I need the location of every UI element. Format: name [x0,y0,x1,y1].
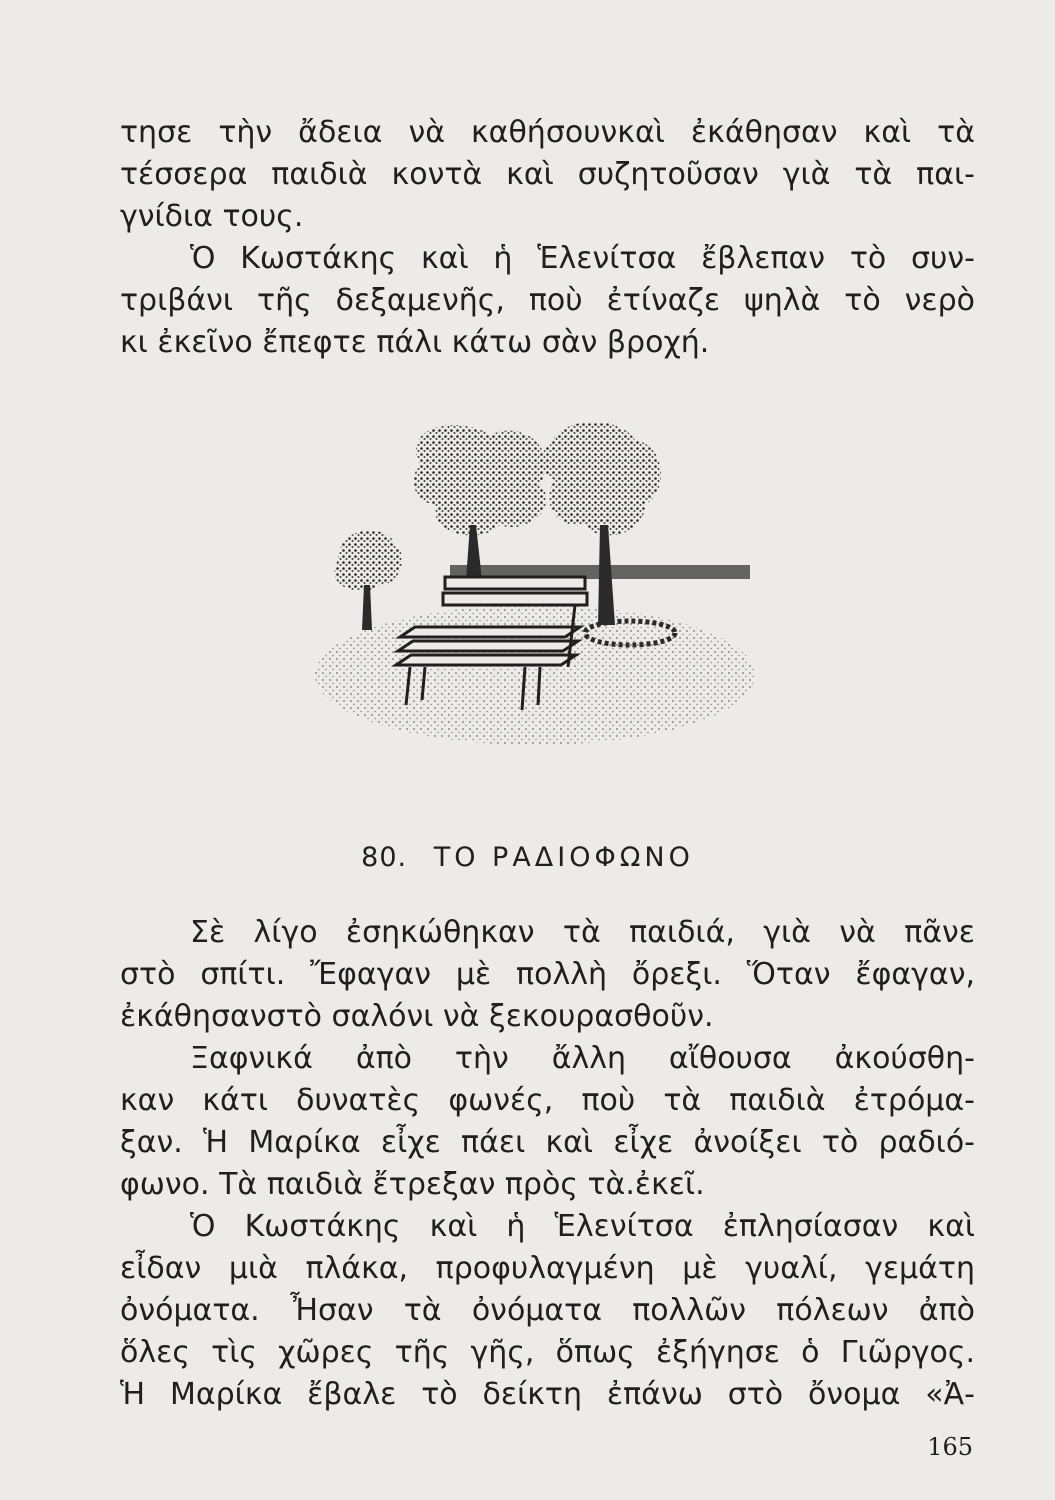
text-line: γνίδια τους. [120,199,304,234]
chapter-heading [0,842,1055,873]
text-line: Ξαφνικά ἀπὸ τὴν ἄλλη αἴθουσα ἀκούσθη- [190,1041,975,1076]
text-line: στὸ σπίτι. Ἔφαγαν μὲ πολλὴ ὄρεξι. Ὅταν ἔφαγαν, [120,957,975,992]
text-line: τησε τὴν ἄδεια νὰ καθήσουνκαὶ ἐκάθησαν καὶ τὰ [120,115,975,150]
text-line: ὅλες τὶς χῶρες τῆς γῆς, ὅπως ἐξήγησε ὁ Γιῶργος. [120,1335,975,1370]
text-line: κι ἐκεῖνο ἔπεφτε πάλι κάτω σὰν βροχή. [120,325,710,360]
text-line: φωνο. Τὰ παιδιὰ ἔτρεξαν πρὸς τὰ.ἐκεῖ. [120,1167,705,1202]
text-line: τέσσερα παιδιὰ κοντὰ καὶ συζητοῦσαν γιὰ τὰ παι- [120,157,975,192]
text-line: Ὁ Κωστάκης καὶ ἡ Ἑλενίτσα ἔβλεπαν τὸ συν- [190,241,975,276]
text-line: ξαν. Ἡ Μαρίκα εἶχε πάει καὶ εἶχε ἀνοίξει τὸ ραδιό- [120,1125,975,1160]
page-number: 165 [927,1433,973,1461]
text-line: Ἡ Μαρίκα ἔβαλε τὸ δείκτη ἐπάνω στὸ ὄνομα «Ἀ- [120,1377,975,1412]
text-line: ὀνόματα. Ἦσαν τὰ ὀνόματα πολλῶν πόλεων ἀπὸ [120,1293,975,1328]
text-line: εἶδαν μιὰ πλάκα, προφυλαγμένη μὲ γυαλί, γεμάτη [120,1251,975,1286]
chapter-number: 80. [361,842,408,873]
text-line: ἐκάθησανστὸ σαλόνι νὰ ξεκουρασθοῦν. [120,999,714,1034]
text-line: καν κάτι δυνατὲς φωνές, ποὺ τὰ παιδιὰ ἐτρόμα- [120,1083,975,1118]
text-line: Ὁ Κωστάκης καὶ ἡ Ἑλενίτσα ἐπλησίασαν καὶ [190,1209,975,1244]
chapter-text [120,912,975,1416]
text-line: Σὲ λίγο ἐσηκώθηκαν τὰ παιδιά, γιὰ νὰ πᾶνε [190,915,975,950]
park-bench-illustration [300,405,775,755]
opening-text [120,112,975,364]
text-line: τριβάνι τῆς δεξαμενῆς, ποὺ ἐτίναζε ψηλὰ τὸ νερὸ [120,283,975,318]
chapter-title: ΤΟ ΡΑΔΙΟΦΩΝΟ [433,842,694,873]
